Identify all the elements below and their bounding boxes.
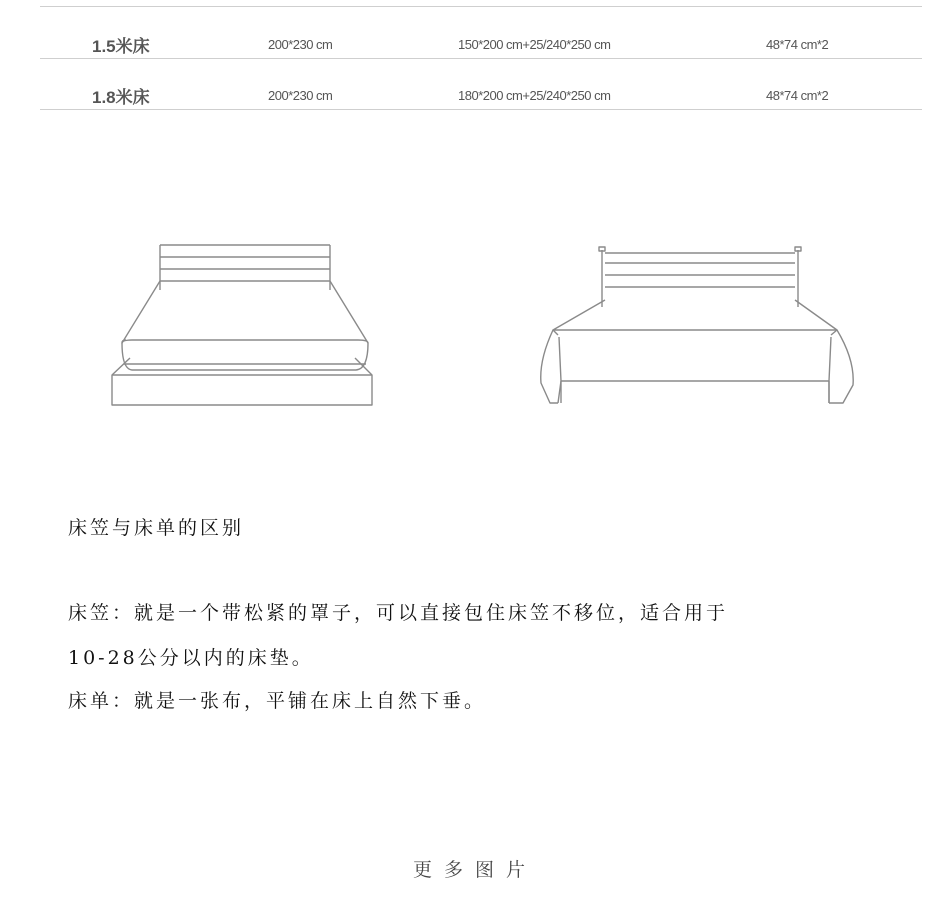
sheet-size: 180*200 cm+25/240*250 cm — [458, 88, 611, 103]
comparison-heading: 床笠与床单的区别 — [68, 517, 245, 539]
table-row — [0, 81, 950, 111]
more-images-link[interactable]: 更多图片 — [412, 859, 537, 881]
table-row — [0, 30, 950, 60]
table-divider — [40, 58, 922, 59]
flat-sheet-description: 床单：就是一张布，平铺在床上自然下垂。 — [68, 690, 487, 712]
flat-sheet-bed-icon — [525, 235, 865, 415]
size-table — [0, 0, 950, 115]
bed-size-label: 1.8米床 — [92, 88, 150, 107]
bed-illustrations — [0, 235, 950, 415]
duvet-size: 200*230 cm — [268, 88, 333, 103]
fitted-sheet-description-cont: 10-28公分以内的床垫。 — [68, 647, 314, 669]
table-divider — [40, 6, 922, 7]
pillowcase-size: 48*74 cm*2 — [766, 88, 829, 103]
fitted-sheet-bed-icon — [100, 235, 390, 415]
bed-size-label: 1.5米床 — [92, 37, 150, 56]
duvet-size: 200*230 cm — [268, 37, 333, 52]
fitted-sheet-description: 床笠：就是一个带松紧的罩子，可以直接包住床笠不移位，适合用于 — [68, 602, 729, 624]
sheet-size: 150*200 cm+25/240*250 cm — [458, 37, 611, 52]
table-divider — [40, 109, 922, 110]
pillowcase-size: 48*74 cm*2 — [766, 37, 829, 52]
